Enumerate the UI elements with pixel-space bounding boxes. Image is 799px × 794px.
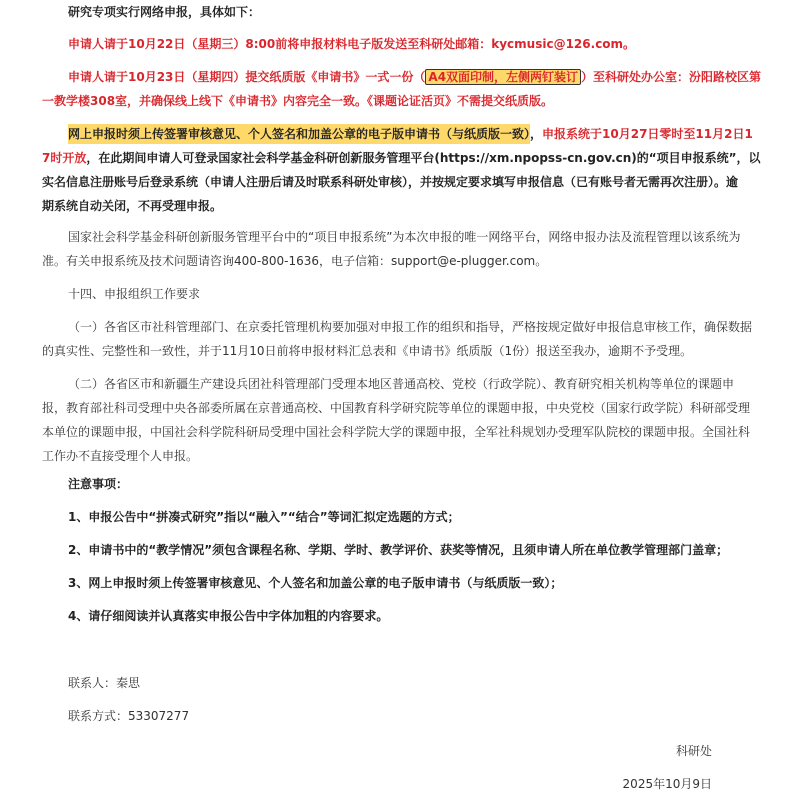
intro-line: 研究专项实行网络申报，具体如下： (68, 5, 261, 19)
system-open-period-end: 7时开放 (42, 151, 87, 165)
contact-person: 联系人：秦思 (68, 676, 141, 690)
print-requirement-highlight: A4双面印制，左侧两钉装订 (425, 69, 581, 85)
item-1-line-1: （一）各省区市社科管理部门、在京委托管理机构要加强对申报工作的组织和指导，严格按规定做好申报信息审核工作，确保数据 (68, 320, 753, 334)
platform-paragraph-line-1: 国家社会科学基金科研创新服务管理平台中的“项目申报系统”为本次申报的唯一网络平台，网络申报办法及流程管理以该系统为 (68, 230, 741, 244)
paper-submission-line-1 (68, 65, 761, 90)
online-upload-line-4: 期系统自动关闭，不再受理申报。 (42, 199, 223, 213)
item-2-line-2: 报，教育部社科司受理中央各部委所属在京普通高校、中国教育科学研究院等单位的课题申报，中央党校（国家行政学院）科研部受理 (42, 401, 751, 415)
section-14-title: 十四、申报组织工作要求 (68, 287, 201, 301)
paper-submission-line-2: 一教学楼308室，并确保线上线下《申请书》内容完全一致。《课题论证活页》不需提交纸质版。 (42, 94, 554, 108)
platform-paragraph-line-2: 准。有关申报系统及技术问题请咨询400-800-1636，电子信箱：support@e-plugger.com。 (42, 254, 548, 268)
online-upload-highlight: 网上申报时须上传签署审核意见、个人签名和加盖公章的电子版申请书（与纸质版一致） (68, 124, 530, 144)
platform-text: ，在此期间申请人可登录国家社会科学基金科研创新服务管理平台(https://xm.npopss-cn.gov.cn)的“项目申报系统”，以 (86, 151, 761, 165)
online-upload-line-3: 实名信息注册账号后登录系统（申请人注册后请及时联系科研处审核），并按规定要求填写申报信息（已有账号者无需再次注册）。逾 (42, 175, 739, 189)
system-open-period: 申报系统于10月27日零时至11月2日1 (542, 127, 753, 141)
notes-title: 注意事项： (68, 477, 129, 491)
comma: ， (530, 127, 543, 141)
item-2-line-4: 工作办不直接受理个人申报。 (42, 449, 199, 463)
note-item-4: 4、请仔细阅读并认真落实申报公告中字体加粗的内容要求。 (68, 609, 389, 623)
issue-date: 2025年10月9日 (622, 777, 712, 791)
note-item-3: 3、网上申报时须上传签署审核意见、个人签名和加盖公章的电子版申请书（与纸质版一致）； (68, 576, 563, 590)
contact-phone: 联系方式：53307277 (68, 709, 190, 723)
item-2-line-3: 本单位的课题申报，中国社会科学院科研局受理中国社会科学院大学的课题申报，全军社科规划办受理军队院校的课题申报。全国社科 (42, 425, 751, 439)
online-upload-line-1 (68, 122, 753, 147)
note-item-2: 2、申请书中的“教学情况”须包含课程名称、学期、学时、教学评价、获奖等情况，且须申请人所在单位教学管理部门盖章； (68, 543, 729, 557)
note-item-1: 1、申报公告中“拼凑式研究”指以“融入”“结合”等词汇拟定选题的方式； (68, 510, 460, 524)
paper-submission-office: ）至科研处办公室：汾阳路校区第 (581, 70, 762, 84)
email-deadline-line: 申请人请于10月22日（星期三）8:00前将申报材料电子版发送至科研处邮箱：kycmusic@126.com。 (68, 37, 636, 51)
item-2-line-1: （二）各省区市和新疆生产建设兵团社科管理部门受理本地区普通高校、党校（行政学院）、教育研究相关机构等单位的课题申 (68, 377, 735, 391)
item-1-line-2: 的真实性、完整性和一致性，并于11月10日前将申报材料汇总表和《申请书》纸质版（1份）报送至我办，逾期不予受理。 (42, 344, 693, 358)
issuing-department: 科研处 (675, 744, 712, 758)
paper-submission-text: 申请人请于10月23日（星期四）提交纸质版《申请书》一式一份（ (68, 70, 426, 84)
online-upload-line-2 (42, 146, 761, 171)
